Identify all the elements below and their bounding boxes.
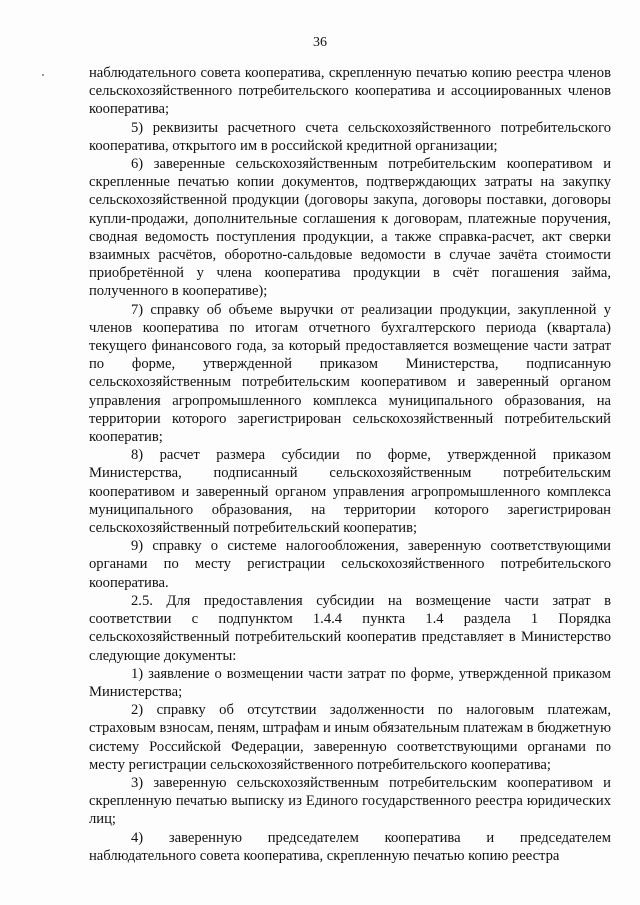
paragraph-item-1: 1) заявление о возмещении части затрат по форме, утвержденной приказом Министерства; [89,665,611,700]
paragraph-item-7: 7) справку об объеме выручки от реализации продукции, закупленной у членов кооператива по итогам отчетного бухгалтерского периода (квартала) текущего финансового года, за который предоставляется возмещение части затрат по форме, утвержденной приказом Министерства, подписанную сельскохозяйственным потребительским кооперативом и заверенный органом управления агропромышленного комплекса муниципального образования, на территории которого зарегистрирован сельскохозяйственный потребительский кооператив; [89,301,611,446]
paragraph-section-2-5: 2.5. Для предоставления субсидии на возмещение части затрат в соответствии с подпунктом 1.4.4 пункта 1.4 раздела 1 Порядка сельскохозяйственный потребительский кооператив представляет в Министерство следующие документы: [89,592,611,664]
paragraph-item-5: 5) реквизиты расчетного счета сельскохозяйственного потребительского кооператива, открытого им в российской кредитной организации; [89,119,611,154]
margin-mark [42,74,44,76]
paragraph-item-4: 4) заверенную председателем кооператива и председателем наблюдательного совета кооператива, скрепленную печатью копию реестра [89,829,611,864]
paragraph-continuation: наблюдательного совета кооператива, скрепленную печатью копию реестра членов сельскохозяйственного потребительского кооператива и ассоциированных членов кооператива; [89,65,611,118]
body-text [89,64,611,865]
paragraph-item-9: 9) справку о системе налогообложения, заверенную соответствующими органами по месту регистрации сельскохозяйственного потребительского кооператива. [89,538,611,591]
paragraph-item-2: 2) справку об отсутствии задолженности по налоговым платежам, страховым взносам, пеням, штрафам и иным обязательным платежам в бюджетную систему Российской Федерации, заверенную соответствующими органами по месту регистрации сельскохозяйственного потребительского кооператива; [89,702,611,773]
paragraph-item-3: 3) заверенную сельскохозяйственным потребительским кооперативом и скрепленную печатью выписку из Единого государственного реестра юридических лиц; [89,774,611,828]
paragraph-item-8: 8) расчет размера субсидии по форме, утвержденной приказом Министерства, подписанный сельскохозяйственным потребительским кооперативом и заверенный органом управления агропромышленного комплекса муниципального образования, на территории которого зарегистрирован сельскохозяйственный потребительский кооператив; [89,447,611,537]
page-number: 36 [313,35,327,50]
paragraph-item-6: 6) заверенные сельскохозяйственным потребительским кооперативом и скрепленные печатью копии документов, подтверждающих затраты на закупку сельскохозяйственной продукции (договоры закупа, договоры поставки, договоры купли-продажи, дополнительные соглашения к договорам, платежные поручения, сводная ведомость поступления продукции, а также справка-расчет, акт сверки взаимных расчётов, оборотно-сальдовые ведомости в случае зачёта стоимости приобретённой у члена кооператива продукции в счёт погашения займа, полученного в кооперативе); [89,156,611,300]
